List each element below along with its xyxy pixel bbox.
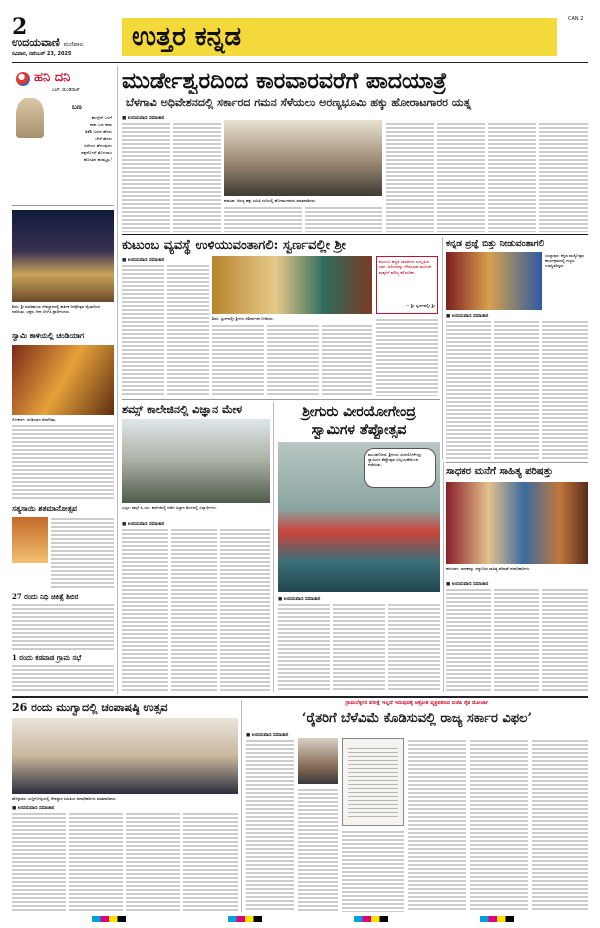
poem-line: ಕಾಂಗ್ರೆಸ್ ಒಳಗೆ bbox=[91, 115, 112, 120]
champa-text-col2 bbox=[69, 812, 123, 912]
farmer-text-col6 bbox=[532, 739, 588, 912]
sahitya-text-col1 bbox=[446, 588, 491, 692]
kannada-text-col2 bbox=[494, 320, 539, 459]
sahitya-top-rule bbox=[446, 462, 588, 463]
kannada-photo bbox=[446, 252, 542, 310]
college-photo bbox=[122, 419, 270, 503]
honidani-box bbox=[12, 66, 114, 206]
brief1-text bbox=[12, 603, 114, 651]
temple-headline: ಸ್ವಾಮಿ ಕಾಳಿಯಲ್ಲಿ ಚಂಡಿಯಾಗ bbox=[12, 331, 85, 340]
honidani-logo bbox=[16, 72, 30, 86]
lead-photo bbox=[224, 120, 382, 196]
lead-text-col3 bbox=[224, 206, 302, 232]
brief2-headline: 1 ರಂದು ಕಡವಾಡ ಗ್ರಾಮ ಸಭೆ bbox=[12, 653, 82, 662]
lead-text-col8 bbox=[539, 122, 588, 232]
family-text-col3 bbox=[212, 324, 264, 396]
farmer-headline: ‘ರೈತರಿಗೆ ಬೆಳೆವಿಮೆ ಕೊಡಿಸುವಲ್ಲಿ ರಾಜ್ಯ ಸರ್ಕಾರ ವಿಫಲ’ bbox=[301, 711, 533, 726]
section-title: ಉತ್ತರ ಕನ್ನಡ bbox=[132, 22, 242, 52]
honidani-title: ಹನಿ ದನಿ bbox=[34, 70, 71, 85]
college-text-col2 bbox=[171, 528, 217, 692]
farmer-text-col1 bbox=[246, 739, 294, 912]
bottom-band-rule bbox=[12, 696, 588, 698]
champa-text-col3 bbox=[126, 812, 180, 912]
champa-text-col4 bbox=[183, 812, 238, 912]
lead-subhead: ಬೆಳಗಾವಿ ಅಧಿವೇಶನದಲ್ಲಿ ಸರ್ಕಾರದ ಗಮನ ಸೆಳೆಯಲು ಅರಣ್ಯಭೂಮಿ ಹಕ್ಕು ಹೋರಾಟಗಾರರ ಯತ್ನ bbox=[126, 96, 471, 109]
lead-bottom-rule bbox=[122, 234, 588, 235]
family-text-col4 bbox=[267, 324, 319, 396]
chandiyaga-text bbox=[12, 424, 114, 500]
paper-name-text: ಉದಯವಾಣಿ bbox=[12, 36, 60, 49]
teppa-callout bbox=[364, 448, 436, 488]
college-byline: ■ ಉದಯವಾಣಿ ಸಮಾಚಾರ bbox=[122, 522, 165, 527]
brief1-headline: 27 ರಂದು ನಿಧಿ ಚಿಕಿತ್ಸೆ ಶಿಬಿರ bbox=[12, 592, 79, 601]
family-text-col1 bbox=[122, 264, 164, 396]
poem-line: ಪಕ್ಷದೊಳಗೆ ತೊಳಲಾಟ bbox=[81, 150, 112, 155]
teppa-text-col3 bbox=[388, 603, 440, 692]
champa-headline: 26 ರಂದು ಮುಗ್ವಾದಲ್ಲಿ ಚಂಪಾಷಷ್ಠಿ ಉತ್ಸವ bbox=[12, 701, 168, 714]
poem-line: ಬೇರೆ ಹೆಸರು bbox=[95, 136, 112, 141]
shatamana-text bbox=[51, 517, 114, 589]
honidani-author: ಎಚ್. ಡುಂಡಿರಾಜ್ bbox=[52, 88, 80, 93]
lead-text-col1 bbox=[122, 122, 170, 232]
champa-byline: ■ ಉದಯವಾಣಿ ಸಮಾಚಾರ bbox=[12, 806, 55, 811]
kannada-photo-caption: ಯಲ್ಲಾಪುರ: ಕನ್ನಡ ರಾಜ್ಯೋತ್ಸವ ಕಾರ್ಯಕ್ರಮದಲ್ಲಿ ಗಣ್ಯರು ಉಪಸ್ಥಿತರಿದ್ದರು. bbox=[545, 253, 584, 268]
family-quote-text: ಕುಟುಂಬ ಪದ್ಧತಿ ಭಾರತೀಯ ಸಂಸ್ಕೃತಿಯ ಭಾಗ. ಹಿರಿಯರನ್ನು ಗೌರವಿಸುವ ಮೂಲಕ ಮಕ್ಕಳಿಗೆ ಮೌಲ್ಯ ಕಲಿಸಬೇಕು. bbox=[379, 259, 431, 275]
lead-text-col4 bbox=[305, 206, 382, 232]
family-quote-box bbox=[376, 256, 438, 314]
family-bottom-rule bbox=[122, 399, 440, 400]
temple-photo bbox=[12, 210, 114, 302]
page-number: 2 bbox=[12, 14, 28, 40]
lead-photo-caption: ಕುಮಟಾ: ಅರಣ್ಯ ಹಕ್ಕು ಸಮಿತಿ ಸಭೆಯಲ್ಲಿ ಹೋರಾಟಗಾರರು ಮಾತನಾಡಿದರು. bbox=[224, 198, 317, 203]
teppa-right-rule bbox=[443, 462, 444, 692]
family-quote-author: — ಶ್ರೀ ಸ್ವರ್ಣವಲ್ಲೀ ಶ್ರೀ bbox=[405, 303, 435, 308]
poem-lines bbox=[46, 114, 112, 163]
college-photo-caption: ಭಟ್ಕಳ: ಶಮ್ಸ್ ಪಿ.ಯು. ಕಾಲೇಜಿನಲ್ಲಿ ನಡೆದ ವಿಜ್ಞಾನ ಮೇಳದಲ್ಲಿ ವಿದ್ಯಾರ್ಥಿಗಳು. bbox=[122, 505, 217, 510]
lead-text-col5 bbox=[386, 122, 434, 232]
teppa-text-col1 bbox=[278, 603, 330, 692]
poem-line: ಹೊಸತಿನ ಹುಮ್ಮಸ್ಸು! bbox=[83, 157, 112, 162]
family-byline: ■ ಉದಯವಾಣಿ ಸಮಾಚಾರ bbox=[122, 258, 165, 263]
sahitya-headline: ಸಾಧಕರ ಮನೆಗೆ ಸಾಹಿತ್ಯ ಪರಿಷತ್ತು bbox=[446, 466, 554, 477]
farmer-portrait bbox=[298, 738, 338, 784]
section-banner bbox=[122, 18, 557, 56]
poem-line: ಡಿಕೆಶಿ ಬಣದ ಹೆಸರು bbox=[85, 129, 112, 134]
document-lines bbox=[348, 745, 398, 819]
sahitya-text-col3 bbox=[542, 588, 588, 692]
sahitya-photo bbox=[446, 482, 588, 564]
family-text-col2 bbox=[167, 264, 209, 396]
brief2-text bbox=[12, 664, 114, 692]
lead-text-col2 bbox=[173, 122, 221, 232]
temple-caption: ಶಿರಸಿ: ಶ್ರೀ ಮಾರಿಕಾಂಬಾ ದೇವಸ್ಥಾನದಲ್ಲಿ ಕಾರ್ತಿಕ ದೀಪೋತ್ಸವ ವೈಭವದಿಂದ ನಡೆಯಿತು. ಭಕ್ತರು ದೀಪ ಬೆಳಗಿಸಿ ಪ್ರಾರ್ಥಿಸಿದರು. bbox=[12, 304, 100, 314]
lead-text-col7 bbox=[488, 122, 536, 232]
lead-byline: ■ ಉದಯವಾಣಿ ಸಮಾಚಾರ bbox=[122, 116, 165, 121]
sahitya-byline: ■ ಉದಯವಾಣಿ ಸಮಾಚಾರ bbox=[446, 582, 489, 587]
kannada-headline: ಕನ್ನಡ ಪ್ರಜ್ಞೆ ಬಿತ್ತು ನೀಡುವಂತಾಗಲಿ bbox=[446, 239, 545, 249]
registration-marks bbox=[0, 914, 600, 924]
masthead-rule bbox=[12, 62, 588, 63]
paper-name bbox=[12, 36, 83, 50]
shatamana-headline: ಸತ್ಯಸಾಯಿ ಶತಮಾನೋತ್ಸವ bbox=[12, 504, 78, 513]
farmer-text-col5 bbox=[470, 739, 528, 912]
teppa-text-col2 bbox=[333, 603, 385, 692]
date-line: ರವಿವಾರ, ನವೆಂಬರ್ 23, 2025 bbox=[12, 51, 72, 57]
teppa-callout-text: ಮುಂಡಗೋಡ: ಶ್ರೀಗುರು ವೀರಯೋಗೇಂದ್ರ ಸ್ವಾಮಿಗಳ ತೆಪ್ಪೋತ್ಸವ ವಿಜೃಂಭಣೆಯಿಂದ ನಡೆಯಿತು. bbox=[368, 452, 421, 467]
family-headline: ಕುಟುಂಬ ವ್ಯವಸ್ಥೆ ಉಳಿಯುವಂತಾಗಲಿ: ಸ್ವರ್ಣವಲ್ಲೀ ಶ್ರೀ bbox=[122, 238, 346, 253]
family-photo bbox=[212, 256, 372, 314]
sai-photo bbox=[12, 517, 48, 563]
sahitya-photo-caption: ಹಳಿಯಾಳ: ಸಾಧಕರನ್ನು ಸನ್ಮಾನಿಸಿದ ಸಾಹಿತ್ಯ ಪರಿಷತ್ ಪದಾಧಿಕಾರಿಗಳು. bbox=[446, 566, 531, 571]
poem-line: ಏನೆಂದು ಹೇಳುವುದು bbox=[84, 143, 112, 148]
college-text-col3 bbox=[220, 528, 270, 692]
champa-text-col1 bbox=[12, 812, 66, 912]
college-right-rule bbox=[273, 402, 274, 692]
kannada-text-col3 bbox=[542, 320, 588, 459]
kannada-text-col1 bbox=[446, 320, 491, 459]
college-text-col1 bbox=[122, 528, 168, 692]
champa-photo-caption: ಹೊನ್ನಾವರ: ಸುದ್ದಿಗೋಷ್ಠಿಯಲ್ಲಿ ದೇವಸ್ಥಾನ ಸಮಿತಿಯ ಪದಾಧಿಕಾರಿಗಳು ಮಾತನಾಡಿದರು. bbox=[12, 796, 117, 801]
champa-photo bbox=[12, 718, 238, 794]
teppa-headline-2: ಸ್ವಾಮಿಗಳ ತೆಪ್ಪೋತ್ಸವ bbox=[311, 422, 407, 438]
poet-caricature bbox=[16, 98, 44, 138]
lead-headline: ಮುರ್ಡೇಶ್ವರದಿಂದ ಕಾರವಾರವರೆಗೆ ಪಾದಯಾತ್ರೆ bbox=[122, 68, 447, 94]
chandiyaga-photo bbox=[12, 345, 114, 415]
family-photo-caption: ಶಿರಸಿ: ಸ್ವರ್ಣವಲ್ಲೀ ಶ್ರೀಗಳು ಆಶೀರ್ವಚನ ನೀಡಿದರು. bbox=[212, 316, 274, 321]
farmer-text-col3 bbox=[342, 830, 404, 912]
farmer-document bbox=[342, 738, 404, 826]
poem-line: ಕರವ ಬಣ ಕರವ bbox=[89, 122, 112, 127]
farmer-text-col4 bbox=[408, 739, 466, 912]
kannada-byline: ■ ಉದಯವಾಣಿ ಸಮಾಚಾರ bbox=[446, 314, 489, 319]
left-column-rule bbox=[117, 66, 118, 694]
teppa-headline-1: ಶ್ರೀಗುರು ವೀರಯೋಗೇಂದ್ರ bbox=[302, 404, 416, 420]
sahitya-text-col2 bbox=[494, 588, 539, 692]
farmer-text-col2 bbox=[298, 788, 338, 912]
farmer-byline: ■ ಉದಯವಾಣಿ ಸಮಾಚಾರ bbox=[246, 733, 289, 738]
chandiyaga-caption: ಗೋಕರ್ಣ: ಚಂಡಿಯಾಗ ನೆರವೇರಿತು. bbox=[12, 417, 57, 422]
edition-suffix: ಮಣಿಪಾಲ bbox=[63, 41, 84, 48]
teppa-byline: ■ ಉದಯವಾಣಿ ಸಮಾಚಾರ bbox=[278, 597, 321, 602]
family-text-col5 bbox=[322, 324, 372, 396]
champa-right-rule bbox=[241, 700, 242, 912]
family-right-rule bbox=[442, 237, 443, 459]
farmer-kicker: ಗ್ರಾಮಲೆಕ್ಕಿಗರ ಪರೀಕ್ಷೆ ಇಲ್ಲದೆ ಇರುವುದಕ್ಕೆ ಆಕ್ರೋಶ ವ್ಯಕ್ತಪಡಿಸಿದ ಬಿಜೆಪಿ ರೈತ ಮೋರ್ಚಾ bbox=[345, 700, 489, 706]
college-headline: ಶಮ್ಸ್ ಕಾಲೇಜಿನಲ್ಲಿ ವಿಜ್ಞಾನ ಮೇಳ bbox=[122, 403, 243, 416]
family-text-col6 bbox=[376, 318, 438, 396]
lead-text-col6 bbox=[437, 122, 485, 232]
poem-title: ಬಣ bbox=[72, 102, 82, 111]
page-code: CAN 2 bbox=[568, 16, 584, 22]
